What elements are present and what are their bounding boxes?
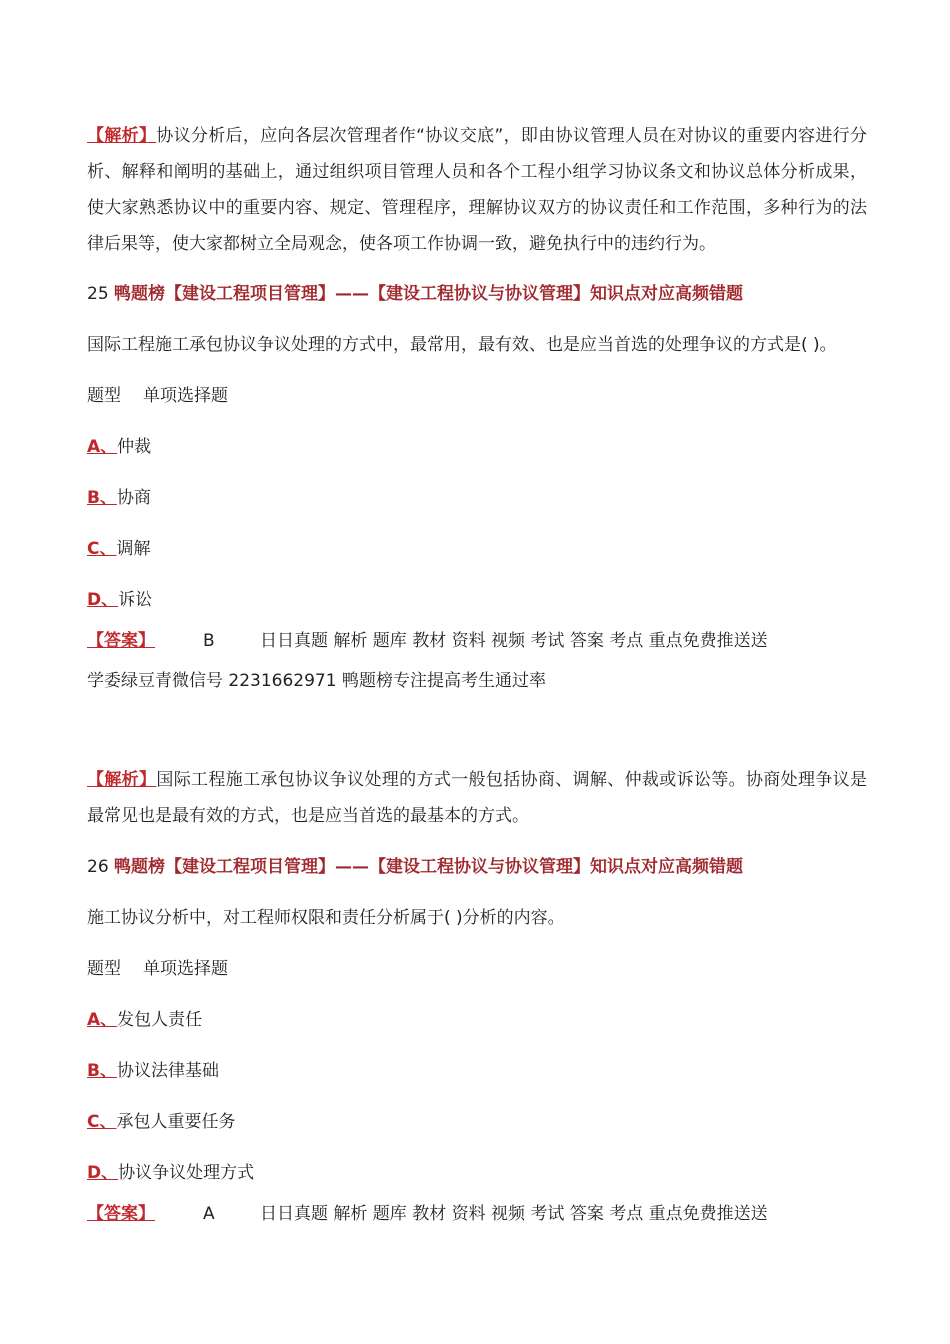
option-letter: A、 — [87, 1010, 118, 1030]
q24-analysis — [87, 118, 867, 262]
q25-option-b — [87, 487, 151, 509]
q26-option-a — [87, 1009, 202, 1031]
analysis-text: 国际工程施工承包协议争议处理的方式一般包括协商、调解、仲裁或诉讼等。协商处理争议是最常见也是最有效的方式，也是应当首选的最基本的方式。 — [87, 770, 868, 826]
q26-option-d — [87, 1162, 254, 1184]
option-text: 诉讼 — [118, 590, 153, 610]
option-letter: C、 — [87, 1112, 117, 1132]
q25-title — [87, 283, 743, 305]
option-text: 调解 — [116, 539, 151, 559]
promo-text: 日日真题 解析 题库 教材 资料 视频 考试 答案 考点 重点免费推送送 — [260, 631, 768, 651]
promo-text: 日日真题 解析 题库 教材 资料 视频 考试 答案 考点 重点免费推送送 — [260, 1204, 768, 1224]
answer-tag: 【答案】 — [87, 1204, 155, 1224]
q26-title — [87, 856, 743, 878]
option-letter: C、 — [87, 539, 117, 559]
q25-question: 国际工程施工承包协议争议处理的方式中，最常用，最有效、也是应当首选的处理争议的方式是( )。 — [87, 335, 837, 355]
q25-type — [87, 385, 228, 407]
option-text: 仲裁 — [117, 437, 152, 457]
q26-option-c — [87, 1111, 235, 1133]
q25-option-a — [87, 436, 151, 458]
analysis-tag: 【解析】 — [87, 126, 157, 146]
q25-option-c — [87, 538, 150, 560]
answer-value: A — [203, 1204, 215, 1224]
type-value: 单项选择题 — [143, 959, 228, 979]
q26-type — [87, 958, 228, 980]
option-letter: B、 — [87, 1061, 117, 1081]
option-letter: D、 — [87, 590, 119, 610]
analysis-tag: 【解析】 — [87, 770, 157, 790]
question-title: 鸭题榜【建设工程项目管理】——【建设工程协议与协议管理】知识点对应高频错题 — [114, 284, 744, 304]
option-text: 协商 — [116, 488, 151, 508]
type-value: 单项选择题 — [143, 386, 228, 406]
option-text: 发包人责任 — [117, 1010, 203, 1030]
option-text: 协议争议处理方式 — [118, 1163, 255, 1183]
option-text: 协议法律基础 — [116, 1061, 219, 1081]
q25-analysis — [87, 762, 867, 834]
option-letter: A、 — [87, 437, 118, 457]
question-number: 25 — [87, 284, 109, 304]
q26-option-b — [87, 1060, 219, 1082]
q25-promo-line: 学委绿豆青微信号 2231662971 鸭题榜专注提高考生通过率 — [87, 671, 546, 691]
analysis-text: 协议分析后，应向各层次管理者作“协议交底”，即由协议管理人员在对协议的重要内容进行分析、解释和阐明的基础上，通过组织项目管理人员和各个工程小组学习协议条文和协议总体分析成果，使大家熟悉协议中的重要内容、规定、管理程序，理解协议双方的协议责任和工作范围，多种行为的法律后果等，使大家都树立全局观念，使各项工作协调一致，避免执行中的违约行为。 — [87, 126, 867, 254]
q25-answer — [87, 630, 768, 652]
option-letter: B、 — [87, 488, 117, 508]
question-number: 26 — [87, 857, 109, 877]
answer-tag: 【答案】 — [87, 631, 155, 651]
option-letter: D、 — [87, 1163, 119, 1183]
type-label: 题型 — [87, 959, 121, 979]
q25-option-d — [87, 589, 152, 611]
type-label: 题型 — [87, 386, 121, 406]
option-text: 承包人重要任务 — [116, 1112, 236, 1132]
q26-question: 施工协议分析中，对工程师权限和责任分析属于( )分析的内容。 — [87, 908, 565, 928]
question-title: 鸭题榜【建设工程项目管理】——【建设工程协议与协议管理】知识点对应高频错题 — [114, 857, 744, 877]
answer-value: B — [203, 631, 215, 651]
q26-answer — [87, 1203, 768, 1225]
